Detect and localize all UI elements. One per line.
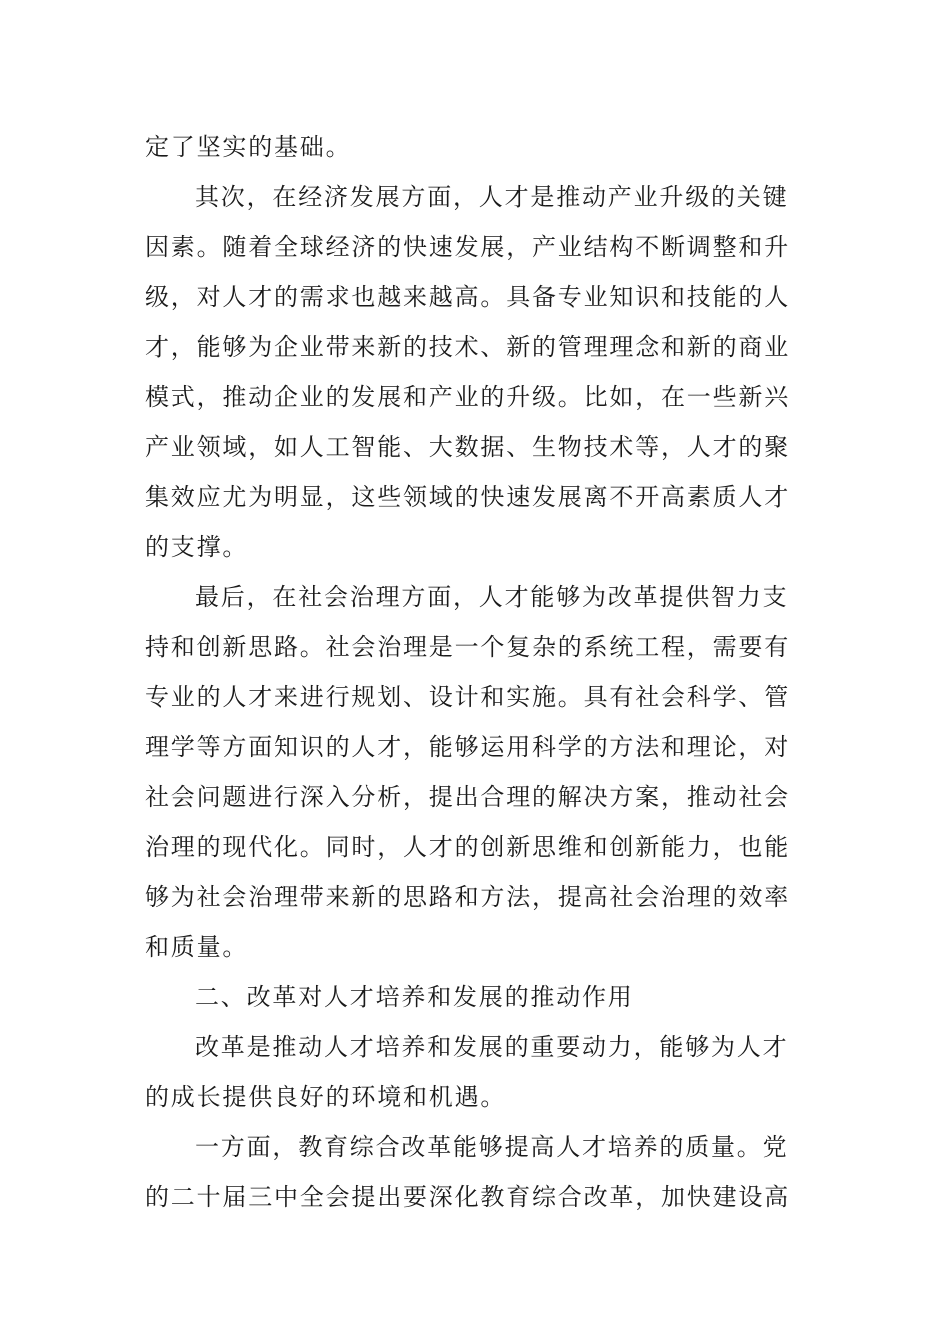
paragraph-first-line: 改革是推动人才培养和发展的重要动力，能够为人才 — [195, 1033, 789, 1061]
paragraph-first-line: 其次，在经济发展方面，人才是推动产业升级的关键 — [195, 183, 789, 211]
paragraph-first-line: 一方面，教育综合改革能够提高人才培养的质量。党 — [195, 1133, 789, 1161]
text-line: 和质量。 — [145, 933, 249, 961]
text-line: 社会问题进行深入分析，提出合理的解决方案，推动社会 — [145, 783, 790, 811]
section-heading: 二、改革对人才培养和发展的推动作用 — [195, 983, 634, 1011]
text-line: 专业的人才来进行规划、设计和实施。具有社会科学、管 — [145, 683, 790, 711]
text-line: 级，对人才的需求也越来越高。具备专业知识和技能的人 — [145, 283, 790, 311]
text-line: 理学等方面知识的人才，能够运用科学的方法和理论，对 — [145, 733, 790, 761]
text-line: 产业领域，如人工智能、大数据、生物技术等，人才的聚 — [145, 433, 790, 461]
text-line: 才，能够为企业带来新的技术、新的管理理念和新的商业 — [145, 333, 790, 361]
text-line: 的支撑。 — [145, 533, 249, 561]
text-line: 定了坚实的基础。 — [145, 133, 352, 161]
text-line: 的二十届三中全会提出要深化教育综合改革，加快建设高 — [145, 1183, 790, 1211]
text-line: 够为社会治理带来新的思路和方法，提高社会治理的效率 — [145, 883, 790, 911]
text-line: 集效应尤为明显，这些领域的快速发展离不开高素质人才 — [145, 483, 790, 511]
text-line: 治理的现代化。同时，人才的创新思维和创新能力，也能 — [145, 833, 790, 861]
text-line: 因素。随着全球经济的快速发展，产业结构不断调整和升 — [145, 233, 790, 261]
paragraph-first-line: 最后，在社会治理方面，人才能够为改革提供智力支 — [195, 583, 789, 611]
text-line: 持和创新思路。社会治理是一个复杂的系统工程，需要有 — [145, 633, 790, 661]
text-line: 的成长提供良好的环境和机遇。 — [145, 1083, 507, 1111]
text-line: 模式，推动企业的发展和产业的升级。比如，在一些新兴 — [145, 383, 790, 411]
